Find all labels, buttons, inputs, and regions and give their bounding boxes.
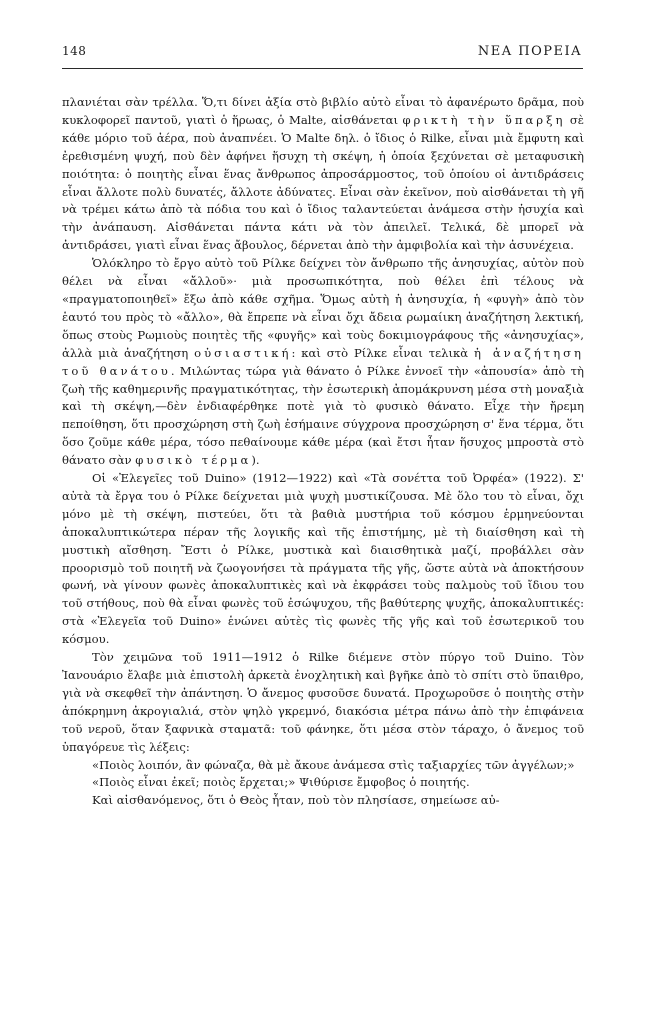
spaced-emphasis: οὐσιαστική [194,345,292,360]
page-number: 148 [62,44,87,58]
paragraph [62,649,584,756]
spaced-emphasis: φρικτὴ τὴν ὕπαρξη [402,112,566,127]
text-run: «Ποιὸς λοιπόν, ἂν φώναζα, θὰ μὲ ἄκουε ἀνάμεσα στὶς ταξιαρχίες τῶν ἀγγέλων;» [92,757,575,772]
text-run: . Μιλώντας τώρα γιὰ θάνατο ὁ Ρίλκε ἐννοεῖ τὴν «ἀπουσία» ἀπὸ τὴ ζωὴ τῆς καθημερινῆς πραγματικότητας, τὴν ἐσωτερικὴ ἀπομάκρυνση μέσα στὴ μοναξιὰ καὶ τὴ σκέψη,—δὲν ἐνδιαφέρθηκε ποτὲ γιὰ τὸ φυσικὸ θάνατο. Εἶχε τὴν ἤρεμη πεποίθηση, ὅτι προσχώρηση στὴ ζωὴ ἐσήμαινε σύγχρονα προσχώρηση σ' ἕνα τέρμα, ὅτι ὅσο ζοῦμε κάθε μέρα, τόσο πεθαίνουμε κάθε μέρα (καὶ ἔτσι ἦταν ἥσυχος μπροστὰ στὸ θάνατο σὰν [62,363,584,468]
spaced-emphasis: ἡ ἀναζήτηση τοῦ θανάτου [62,345,584,378]
text-run: πλανιέται σὰν τρέλλα. Ὅ,τι δίνει ἀξία στὸ βιβλίο αὐτὸ εἶναι τὸ ἀφανέρωτο δρᾶμα, ποὺ κυκλοφορεῖ παντοῦ, γιατὶ ὁ ἥρωας, ὁ Malte, αἰσθάνεται [62,95,584,127]
text-run: Οἱ «Ἐλεγεῖες τοῦ Duino» (1912—1922) καὶ «Τὰ σονέττα τοῦ Ὀρφέα» (1922). Σ' αὐτὰ τὰ ἔργα του ὁ Ρίλκε δείχνεται μιὰ ψυχὴ μυστικίζουσα. Μὲ ὅλο του τὸ εἶναι, ὄχι μόνο μὲ τὴ σκέψη, πιστεύει, ὅτι τὰ βαθιὰ μυστήρια τοῦ κόσμου ἑρμηνεύονται ἀποκαλυπτικώτερα πέραν τῆς λογικῆς καὶ τῆς ἐπιστήμης, μὲ τὴ διαίσθηση καὶ τὴ μυστικὴ αἴσθηση. Ἔστι ὁ Ρίλκε, μυστικὰ καὶ διαισθητικὰ μαζί, προβάλλει σὰν προορισμὸ τοῦ ποιητῆ νὰ ζωογονήσει τὰ πράγματα τῆς γῆς, ὥστε αὐτὰ νὰ ἀποκτήσουν φωνή, νὰ γίνουν φωνὲς ἀποκαλυπτικὲς καὶ νὰ ἐκφράσει τοὺς παλμοὺς τοῦ ἴδιου του τοῦ στήθους, ποὺ θὰ εἶναι φωνὲς τοῦ ἐσώψυχου, τῆς βαθύτερης ψυχῆς, ἀποκαλυπτικές: στὰ «Ἐλεγεῖα τοῦ Duino» ἑνώνει αὐτὲς τὶς φωνὲς τῆς γῆς καὶ τοῦ ἐσωτερικοῦ του κόσμου. [62,471,584,647]
article-body [62,94,584,810]
text-run: Ὁλόκληρο τὸ ἔργο αὐτὸ τοῦ Ρίλκε δείχνει τὸν ἄνθρωπο τῆς ἀνησυχίας, αὐτὸν ποὺ θέλει νὰ εἶναι «ἄλλοῦ»· μιὰ προσωπικότητα, ποὺ θέλει ἐπὶ τέλους νὰ «πραγματοποιηθεῖ» ἔξω ἀπὸ κάθε σχῆμα. Ὅμως αὐτὴ ἡ ἀνησυχία, ἡ «φυγὴ» ἀπὸ τὸν ἑαυτό του πρὸς τὸ «ἄλλο», θὰ ἔπρεπε νὰ εἶναι ὄχι ἄδεια ρωμαίικη ἀναζήτηση λεκτική, ὅπως στοὺς Ρωμιοὺς ποιητὲς τῆς «φυγῆς» καὶ τοὺς δοκιμιογράφους τῆς «ἀνησυχίας», ἀλλὰ μιὰ ἀναζήτηση [62,256,584,360]
text-run: Καὶ αἰσθανόμενος, ὅτι ὁ Θεὸς ἦταν, ποὺ τὸν πλησίασε, σημείωσε αὐ- [92,793,500,808]
text-run: σὲ κάθε μόριο τοῦ ἀέρα, ποὺ ἀναπνέει. Ὁ Malte δηλ. ὁ ἴδιος ὁ Rilke, εἶναι μιὰ ἔμφυτη καὶ ἐρεθισμένη ψυχή, ποὺ δὲν ἀφήνει ἥσυχη τὴ σκέψη, ἡ ὁποία ξεχύνεται σὲ μεταφυσικὴ ποιότητα: ὁ ποιητὴς εἶναι ἕνας ἄνθρωπος ἀπροσάρμοστος, τοῦ ὁποίου οἱ ἀντιδράσεις εἶναι ἄλλοτε πολὺ δυνατές, ἄλλοτε ἀδύνατες. Εἶναι σὰν ἐκεῖνον, ποὺ αἰσθάνεται τὴ γῆ νὰ τρέμει κάτω ἀπὸ τὰ πόδια του καὶ ὁ ἴδιος ταλαντεύεται ἀνάμεσα στὴν ἡσυχία καὶ τὴν ἀνάπαυση. Αἰσθάνεται πάντα κάτι νὰ τὸν ἀπειλεῖ. Τελικά, δὲ μπορεῖ νὰ ἀντιδράσει, γιατὶ εἶναι ἕνας ἄβουλος, δέρνεται ἀπὸ τὴν ἀμφιβολία καὶ τὴν ἀσυνέχεια. [62,112,584,253]
running-header [62,44,582,64]
paragraph [62,470,584,649]
quote-paragraph [62,757,584,775]
text-run: : καὶ στὸ Ρίλκε εἶναι τελικὰ [291,345,474,360]
header-rule [62,68,583,69]
paragraph [62,792,584,810]
paragraph [62,255,584,470]
text-run: Τὸν χειμῶνα τοῦ 1911—1912 ὁ Rilke διέμενε στὸν πύργο τοῦ Duino. Τὸν Ἰανουάριο ἔλαβε μιὰ ἐπιστολὴ ἀρκετὰ ἐνοχλητικὴ καὶ βγῆκε ἀπὸ τὸ σπίτι στὸ ὕπαιθρο, γιὰ νὰ σκεφθεῖ τὴν ἀπάντηση. Ὁ ἄνεμος φυσοῦσε δυνατά. Προχωροῦσε ὁ ποιητὴς στὴν ἀπόκρημνη ἀκρογιαλιά, στὸν ψηλὸ γκρεμνό, διακόσια μέτρα πάνω ἀπὸ τὴν ἐπιφάνεια τοῦ νεροῦ, ὅταν ξαφνικὰ σταματᾶ: τοῦ φάνηκε, ὅτι μέσα στὸν τάραχο, ὁ ἄνεμος τοῦ ὑπαγόρευε τὶς λέξεις: [62,650,584,754]
text-run: «Ποιὸς εἶναι ἐκεῖ; ποιὸς ἔρχεται;» Ψιθύρισε ἔμφοβος ὁ ποιητής. [92,775,470,790]
quote-paragraph [62,774,584,792]
spaced-emphasis: φυσικὸ τέρμα [135,453,252,468]
paragraph [62,94,584,255]
running-title: ΝΕΑ ΠΟΡΕΙΑ [477,44,582,59]
text-run: ). [251,453,260,468]
